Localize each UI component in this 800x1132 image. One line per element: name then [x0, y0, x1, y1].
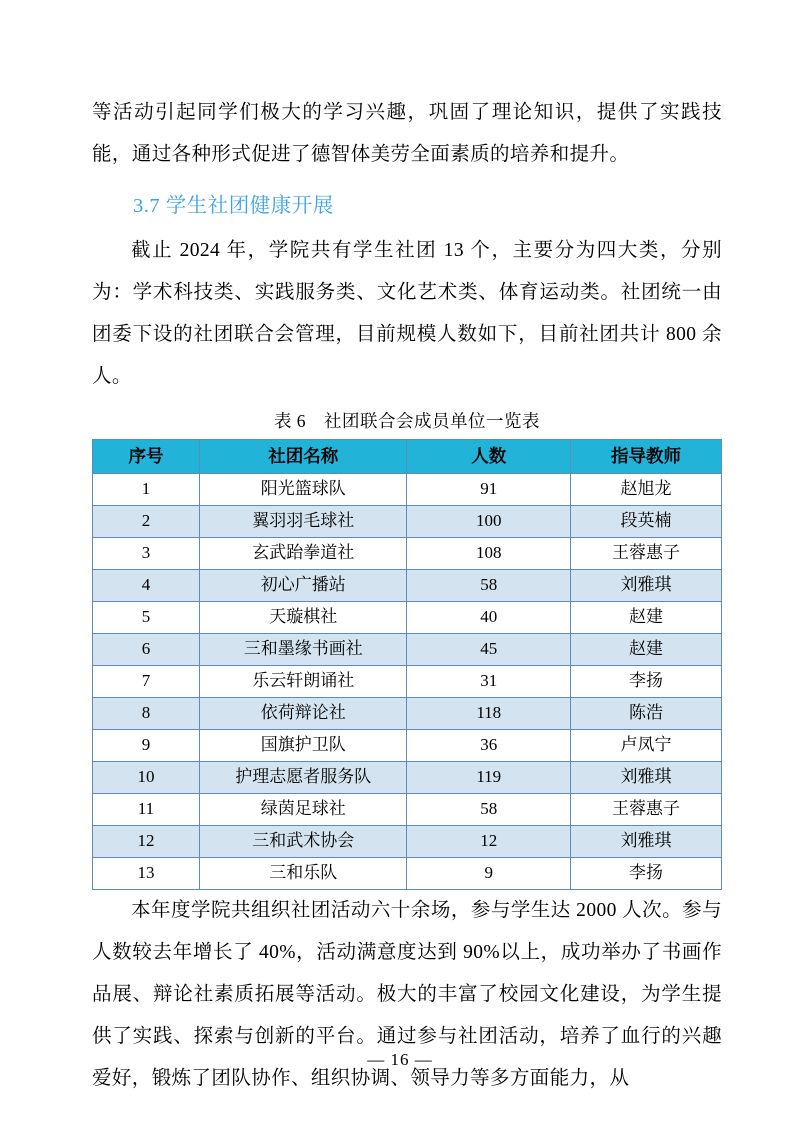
section-heading-3-7: 3.7 学生社团健康开展 — [133, 195, 334, 217]
club-union-members-table — [92, 439, 722, 890]
table-row — [93, 858, 722, 890]
cell-index: 7 — [93, 666, 200, 698]
cell-index: 9 — [93, 730, 200, 762]
table-header-row — [93, 440, 722, 474]
cell-index: 3 — [93, 538, 200, 570]
cell-advisor: 李扬 — [571, 858, 722, 890]
cell-club-name: 依荷辩论社 — [199, 698, 407, 730]
cell-advisor: 刘雅琪 — [571, 762, 722, 794]
cell-advisor: 刘雅琪 — [571, 826, 722, 858]
cell-index: 4 — [93, 570, 200, 602]
cell-advisor: 李扬 — [571, 666, 722, 698]
table-row — [93, 762, 722, 794]
cell-club-name: 乐云轩朗诵社 — [199, 666, 407, 698]
cell-club-name: 三和武术协会 — [199, 826, 407, 858]
table-row — [93, 634, 722, 666]
table-row — [93, 538, 722, 570]
cell-club-name: 玄武跆拳道社 — [199, 538, 407, 570]
cell-club-name: 阳光篮球队 — [199, 474, 407, 506]
cell-advisor: 赵建 — [571, 602, 722, 634]
cell-advisor: 赵旭龙 — [571, 474, 722, 506]
cell-index: 11 — [93, 794, 200, 826]
cell-club-name: 天璇棋社 — [199, 602, 407, 634]
cell-club-name: 翼羽羽毛球社 — [199, 506, 407, 538]
table-row — [93, 474, 722, 506]
table-row — [93, 602, 722, 634]
column-header-advisor: 指导教师 — [571, 440, 722, 474]
cell-advisor: 王蓉惠子 — [571, 538, 722, 570]
table-row — [93, 698, 722, 730]
cell-member-count: 118 — [407, 698, 571, 730]
cell-member-count: 58 — [407, 794, 571, 826]
table-row — [93, 826, 722, 858]
cell-member-count: 108 — [407, 538, 571, 570]
table-row — [93, 730, 722, 762]
cell-member-count: 45 — [407, 634, 571, 666]
cell-member-count: 9 — [407, 858, 571, 890]
cell-member-count: 12 — [407, 826, 571, 858]
cell-index: 1 — [93, 474, 200, 506]
column-header-index: 序号 — [93, 440, 200, 474]
cell-advisor: 卢凤宁 — [571, 730, 722, 762]
cell-member-count: 40 — [407, 602, 571, 634]
cell-advisor: 刘雅琪 — [571, 570, 722, 602]
cell-advisor: 陈浩 — [571, 698, 722, 730]
cell-club-name: 三和乐队 — [199, 858, 407, 890]
page-number: — 16 — — [367, 1050, 433, 1069]
table-row — [93, 666, 722, 698]
table-row — [93, 794, 722, 826]
cell-index: 12 — [93, 826, 200, 858]
cell-index: 8 — [93, 698, 200, 730]
cell-member-count: 91 — [407, 474, 571, 506]
cell-club-name: 三和墨缘书画社 — [199, 634, 407, 666]
column-header-club-name: 社团名称 — [199, 440, 407, 474]
cell-index: 10 — [93, 762, 200, 794]
cell-member-count: 31 — [407, 666, 571, 698]
cell-club-name: 初心广播站 — [199, 570, 407, 602]
cell-club-name: 国旗护卫队 — [199, 730, 407, 762]
cell-club-name: 绿茵足球社 — [199, 794, 407, 826]
paragraph-top: 等活动引起同学们极大的学习兴趣，巩固了理论知识，提供了实践技能，通过各种形式促进了德智体美劳全面素质的培养和提升。 — [92, 102, 722, 165]
cell-index: 5 — [93, 602, 200, 634]
table-row — [93, 570, 722, 602]
cell-index: 2 — [93, 506, 200, 538]
column-header-member-count: 人数 — [407, 440, 571, 474]
paragraph-after-table: 本年度学院共组织社团活动六十余场，参与学生达 2000 人次。参与人数较去年增长了 40%，活动满意度达到 90%以上，成功举办了书画作品展、辩论社素质拓展等活动。极大的丰富了校园文化建设，为学生提供了实践、探索与创新的平台。通过参与社团活动，培养了血行的兴趣爱好，锻炼了团队协作、组织协调、领导力等多方面能力，从 — [92, 900, 722, 1089]
cell-advisor: 赵建 — [571, 634, 722, 666]
cell-advisor: 段英楠 — [571, 506, 722, 538]
cell-index: 13 — [93, 858, 200, 890]
cell-club-name: 护理志愿者服务队 — [199, 762, 407, 794]
table-row — [93, 506, 722, 538]
cell-member-count: 100 — [407, 506, 571, 538]
cell-advisor: 王蓉惠子 — [571, 794, 722, 826]
cell-index: 6 — [93, 634, 200, 666]
cell-member-count: 58 — [407, 570, 571, 602]
table-caption: 表 6 社团联合会成员单位一览表 — [273, 411, 541, 431]
paragraph-before-table: 截止 2024 年，学院共有学生社团 13 个，主要分为四大类，分别为：学术科技类、实践服务类、文化艺术类、体育运动类。社团统一由团委下设的社团联合会管理，目前规模人数如下，目前社团共计 800 余人。 — [92, 240, 722, 387]
cell-member-count: 119 — [407, 762, 571, 794]
cell-member-count: 36 — [407, 730, 571, 762]
